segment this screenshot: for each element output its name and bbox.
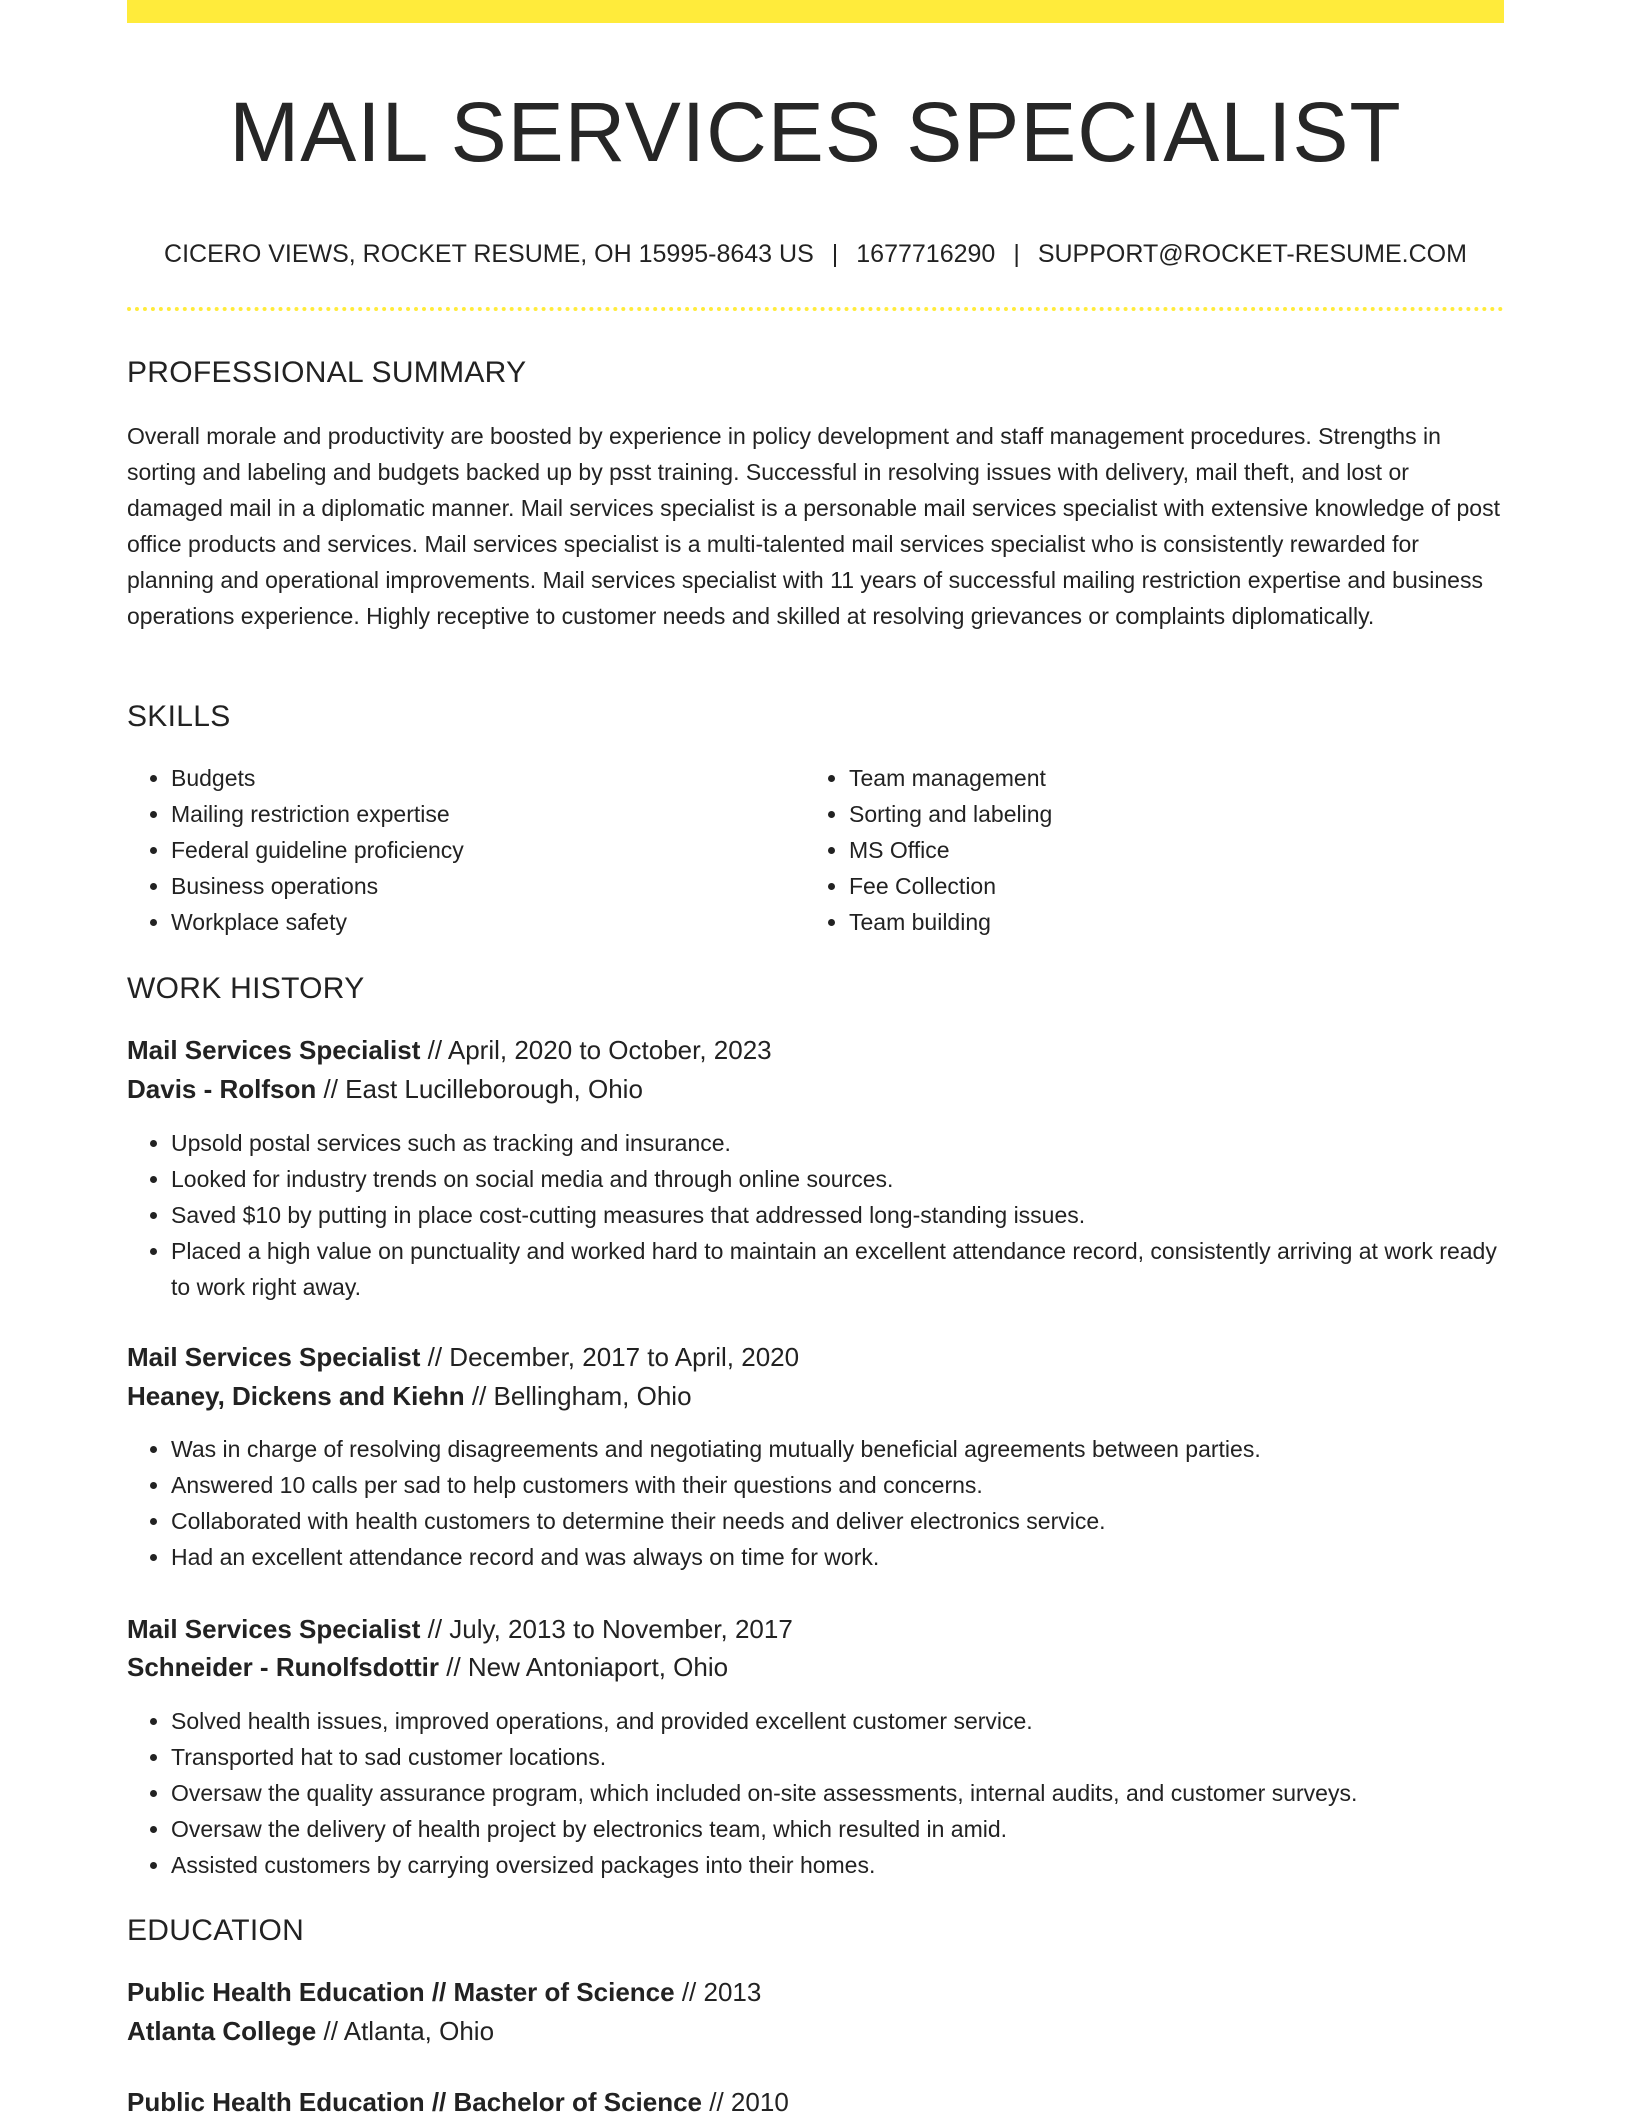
education-degree: Public Health Education // Master of Science <box>127 1977 675 2007</box>
job-bullets <box>127 1703 1504 1883</box>
education-location: // Atlanta, Ohio <box>323 2016 495 2046</box>
job-dates: // April, 2020 to October, 2023 <box>427 1035 772 1065</box>
job-bullet: • Saved $10 by putting in place cost-cutting measures that addressed long-standing issues. <box>171 1197 1504 1233</box>
header-divider <box>127 307 1504 311</box>
skill-item: • Mailing restriction expertise <box>171 796 787 832</box>
skill-item: • Team management <box>849 760 1465 796</box>
job-company: Davis - Rolfson <box>127 1074 317 1104</box>
job-bullets <box>127 1431 1504 1575</box>
job-location: // New Antoniaport, Ohio <box>446 1652 729 1682</box>
job-location: // Bellingham, Ohio <box>471 1381 692 1411</box>
job-bullet: • Looked for industry trends on social media and through online sources. <box>171 1161 1504 1197</box>
skills-right-column <box>805 760 1465 940</box>
contact-separator: | <box>831 240 839 268</box>
skill-item: • Fee Collection <box>849 868 1465 904</box>
skill-item: • MS Office <box>849 832 1465 868</box>
education-year: // 2010 <box>709 2087 789 2117</box>
job-title-line <box>127 1338 799 1376</box>
job-company-line <box>127 1070 643 1108</box>
education-school: Atlanta College <box>127 2016 317 2046</box>
contact-phone: 1677716290 <box>856 240 996 268</box>
job-role: Mail Services Specialist <box>127 1614 421 1644</box>
job-bullet: • Was in charge of resolving disagreements and negotiating mutually beneficial agreements between parties. <box>171 1431 1504 1467</box>
contact-separator: | <box>1013 240 1020 268</box>
job-bullet: • Solved health issues, improved operations, and provided excellent customer service. <box>171 1703 1504 1739</box>
job-role: Mail Services Specialist <box>127 1342 421 1372</box>
resume-name: MAIL SERVICES SPECIALIST <box>229 85 1402 179</box>
section-title-work-history: WORK HISTORY <box>127 972 365 1005</box>
job-bullet: • Placed a high value on punctuality and worked hard to maintain an excellent attendance record, consistently arriving at work ready to work right away. <box>171 1233 1504 1305</box>
skill-item: • Sorting and labeling <box>849 796 1465 832</box>
job-bullet: • Assisted customers by carrying oversized packages into their homes. <box>171 1847 1504 1883</box>
job-company-line <box>127 1377 692 1415</box>
section-title-summary: PROFESSIONAL SUMMARY <box>127 356 527 389</box>
job-location: // East Lucilleborough, Ohio <box>323 1074 643 1104</box>
job-bullet: • Collaborated with health customers to determine their needs and deliver electronics service. <box>171 1503 1504 1539</box>
job-role: Mail Services Specialist <box>127 1035 421 1065</box>
job-bullet: • Upsold postal services such as tracking and insurance. <box>171 1125 1504 1161</box>
job-bullet: • Oversaw the delivery of health project by electronics team, which resulted in amid. <box>171 1811 1504 1847</box>
contact-email: SUPPORT@ROCKET-RESUME.COM <box>1037 240 1467 268</box>
job-title-line <box>127 1610 793 1648</box>
contact-line <box>127 236 1504 272</box>
skill-item: • Team building <box>849 904 1465 940</box>
top-accent-bar <box>127 0 1504 23</box>
job-bullet: • Answered 10 calls per sad to help customers with their questions and concerns. <box>171 1467 1504 1503</box>
job-dates: // July, 2013 to November, 2017 <box>427 1614 793 1644</box>
job-bullet: • Had an excellent attendance record and was always on time for work. <box>171 1539 1504 1575</box>
education-degree-line <box>127 2083 789 2121</box>
skills-left-column <box>127 760 787 940</box>
job-company: Heaney, Dickens and Kiehn <box>127 1381 465 1411</box>
job-company-line <box>127 1648 728 1686</box>
skill-item: • Budgets <box>171 760 787 796</box>
summary-text: Overall morale and productivity are boosted by experience in policy development and staff management procedures. Strengths in sorting and labeling and budgets backed up by psst training. Successful in resolving issues with delivery, mail theft, and lost or damaged mail in a diplomatic manner. Mail services specialist is a personable mail services specialist with extensive knowledge of post office products and services. Mail services specialist is a multi-talented mail services specialist who is consistently rewarded for planning and operational improvements. Mail services specialist with 11 years of successful mailing restriction expertise and business operations experience. Highly receptive to customer needs and skilled at resolving grievances or complaints diplomatically. <box>127 423 1500 629</box>
skill-item: • Workplace safety <box>171 904 787 940</box>
education-school-line <box>127 2012 494 2050</box>
skill-item: • Business operations <box>171 868 787 904</box>
education-year: // 2013 <box>681 1977 762 2007</box>
skill-item: • Federal guideline proficiency <box>171 832 787 868</box>
job-bullets <box>127 1125 1504 1305</box>
job-bullet: • Oversaw the quality assurance program, which included on-site assessments, internal audits, and customer surveys. <box>171 1775 1504 1811</box>
section-title-education: EDUCATION <box>127 1914 305 1947</box>
job-company: Schneider - Runolfsdottir <box>127 1652 439 1682</box>
job-dates: // December, 2017 to April, 2020 <box>427 1342 800 1372</box>
job-bullet: • Transported hat to sad customer locations. <box>171 1739 1504 1775</box>
contact-address: CICERO VIEWS, ROCKET RESUME, OH 15995-8643 US <box>164 240 814 268</box>
education-degree-line <box>127 1973 761 2011</box>
job-title-line <box>127 1031 772 1069</box>
education-degree: Public Health Education // Bachelor of Science <box>127 2087 703 2117</box>
section-title-skills: SKILLS <box>127 700 231 733</box>
